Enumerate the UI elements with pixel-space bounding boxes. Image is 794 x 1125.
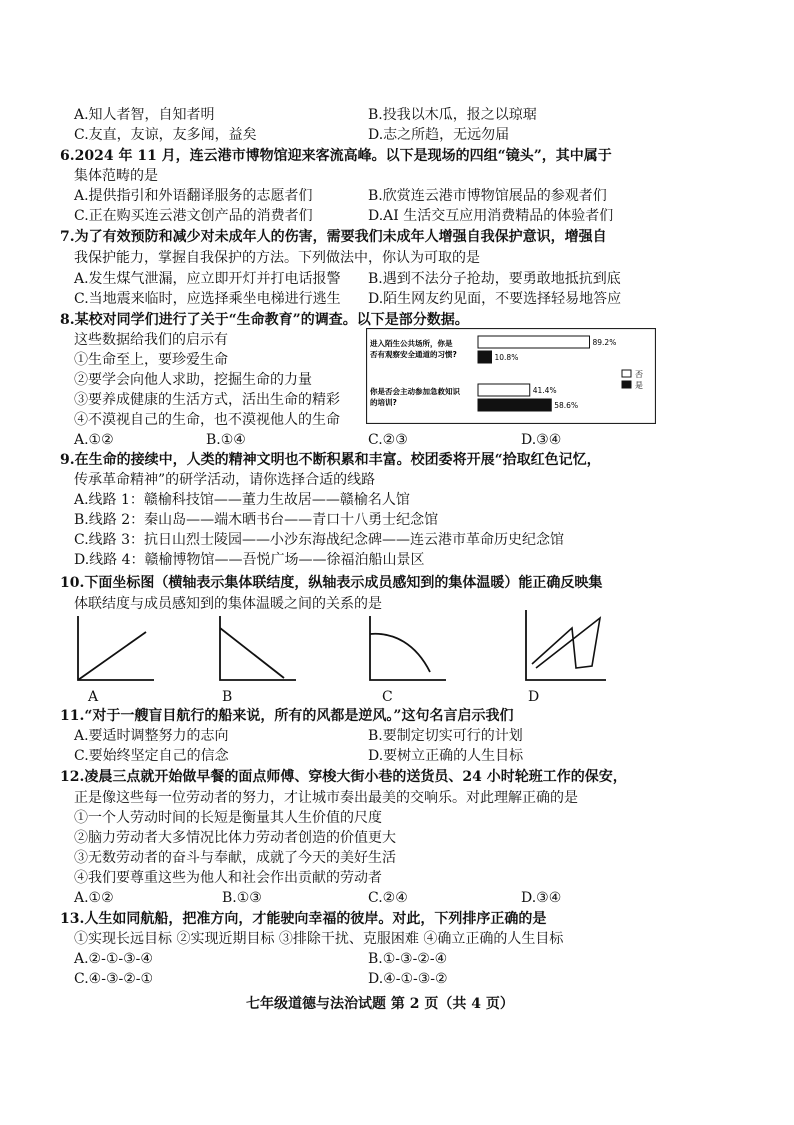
category-label-1-0: 你是否会主动参加急救知识 bbox=[370, 387, 460, 396]
graph-b bbox=[214, 614, 298, 686]
bar-no-0 bbox=[478, 336, 590, 348]
q8-stem-line2: 这些数据给我们的启示有 bbox=[74, 332, 228, 348]
graph-a-label: A bbox=[88, 689, 99, 705]
page-footer: 七年级道德与法治试题 第 2 页（共 4 页） bbox=[246, 996, 514, 1012]
graph-c-label: C bbox=[382, 689, 393, 705]
q8-option-b: B.①④ bbox=[206, 432, 246, 448]
q12-statement-2: ②脑力劳动者大多情况比体力劳动者创造的价值更大 bbox=[74, 830, 396, 846]
graph-b-axes bbox=[220, 616, 296, 680]
q7-option-d: D.陌生网友约见面，不要选择轻易地答应 bbox=[368, 291, 622, 307]
q11-option-b: B.要制定切实可行的计划 bbox=[368, 728, 523, 744]
q8-statement-2: ②要学会向他人求助，挖掘生命的力量 bbox=[74, 372, 312, 388]
q9-stem-line2: 传承革命精神”的研学活动，请你选择合适的线路 bbox=[74, 472, 376, 488]
q5-option-a: A.知人者智，自知者明 bbox=[74, 107, 215, 123]
q13-stem-line1: 13.人生如同航船，把准方向，才能驶向幸福的彼岸。对此，下列排序正确的是 bbox=[60, 911, 547, 927]
q13-option-c: C.④-③-②-① bbox=[74, 971, 154, 987]
bar-value-label-0-1: 41.4% bbox=[532, 386, 557, 395]
q12-statement-4: ④我们要尊重这些为他人和社会作出贡献的劳动者 bbox=[74, 870, 382, 886]
q11-stem: 11.“对于一艘盲目航行的船来说，所有的风都是逆风。”这句名言启示我们 bbox=[60, 708, 514, 724]
graph-c-curve bbox=[370, 634, 430, 672]
q13-option-a: A.②-①-③-④ bbox=[74, 951, 153, 967]
graph-a-axes bbox=[78, 616, 154, 680]
legend-label-1: 是 bbox=[635, 381, 643, 390]
q8-statement-3: ③要养成健康的生活方式，活出生命的精彩 bbox=[74, 392, 340, 408]
bar-value-label-0-0: 89.2% bbox=[592, 338, 617, 347]
q13-option-d: D.④-①-③-② bbox=[368, 971, 448, 987]
bar-value-label-1-1: 58.6% bbox=[554, 401, 579, 410]
q6-stem-line2: 集体范畴的是 bbox=[74, 168, 158, 184]
q13-option-b: B.①-③-②-④ bbox=[368, 951, 448, 967]
q8-stem-line1: 8.某校对同学们进行了关于“生命教育”的调查。以下是部分数据。 bbox=[60, 312, 469, 328]
q6-stem-line1: 6.2024 年 11 月，连云港市博物馆迎来客流高峰。以下是现场的四组“镜头”，其中属于 bbox=[60, 148, 612, 164]
graph-d-label: D bbox=[528, 689, 540, 705]
legend-swatch-0 bbox=[622, 370, 631, 377]
q9-option-c: C.线路 3：抗日山烈士陵园——小沙东海战纪念碑——连云港市革命历史纪念馆 bbox=[74, 532, 565, 548]
category-label-0-0: 进入陌生公共场所，你是 bbox=[370, 339, 453, 348]
bar-value-label-1-0: 10.8% bbox=[494, 353, 519, 362]
q10-stem-line1: 10.下面坐标图（横轴表示集体联结度，纵轴表示成员感知到的集体温暖）能正确反映集 bbox=[60, 575, 603, 591]
survey-bar-chart bbox=[366, 328, 656, 424]
q12-statement-1: ①一个人劳动时间的长短是衡量其人生价值的尺度 bbox=[74, 810, 382, 826]
q8-statement-1: ①生命至上，要珍爱生命 bbox=[74, 352, 228, 368]
bar-yes-1 bbox=[478, 399, 551, 411]
graph-c bbox=[364, 614, 448, 686]
category-label-0-1: 否有观察安全通道的习惯? bbox=[370, 350, 457, 359]
q8-option-d: D.③④ bbox=[521, 432, 562, 448]
graph-b-curve bbox=[220, 628, 284, 678]
q12-statement-3: ③无数劳动者的奋斗与奉献，成就了今天的美好生活 bbox=[74, 850, 396, 866]
q6-option-c: C.正在购买连云港文创产品的消费者们 bbox=[74, 208, 313, 224]
q5-option-c: C.友直，友谅，友多闻，益矣 bbox=[74, 127, 257, 143]
q9-option-d: D.线路 4：赣榆博物馆——吾悦广场——徐福泊船山景区 bbox=[74, 552, 425, 568]
q9-stem-line1: 9.在生命的接续中，人类的精神文明也不断积累和丰富。校团委将开展“拾取红色记忆， bbox=[60, 452, 601, 468]
q11-option-a: A.要适时调整努力的志向 bbox=[74, 728, 229, 744]
q5-option-b: B.投我以木瓜，报之以琼琚 bbox=[368, 107, 537, 123]
bar-yes-0 bbox=[478, 351, 492, 363]
bar-no-1 bbox=[478, 384, 530, 396]
graph-d-curve bbox=[532, 618, 600, 668]
q12-option-c: C.②④ bbox=[368, 890, 408, 906]
q11-option-c: C.要始终坚定自己的信念 bbox=[74, 748, 229, 764]
graph-a bbox=[72, 614, 156, 686]
legend-swatch-1 bbox=[622, 381, 631, 388]
q12-stem-line2: 正是像这些每一位劳动者的努力，才让城市奏出最美的交响乐。对此理解正确的是 bbox=[74, 790, 578, 806]
q7-stem-line2: 我保护能力，掌握自我保护的方法。下列做法中，你认为可取的是 bbox=[74, 250, 480, 266]
graph-a-curve bbox=[78, 632, 146, 680]
q12-option-b: B.①③ bbox=[222, 890, 262, 906]
q7-stem-line1: 7.为了有效预防和减少对未成年人的伤害，需要我们未成年人增强自我保护意识，增强自 bbox=[60, 229, 607, 245]
q8-option-c: C.②③ bbox=[368, 432, 408, 448]
q8-statement-4: ④不漠视自己的生命，也不漠视他人的生命 bbox=[74, 412, 340, 428]
category-label-1-1: 的培训? bbox=[370, 398, 397, 407]
q6-option-d: D.AI 生活交互应用消费精品的体验者们 bbox=[368, 208, 614, 224]
q12-stem-line1: 12.凌晨三点就开始做早餐的面点师傅、穿梭大街小巷的送货员、24 小时轮班工作的保安， bbox=[60, 769, 627, 785]
q9-option-a: A.线路 1：赣榆科技馆——董力生故居——赣榆名人馆 bbox=[74, 492, 410, 508]
q13-stem-line2: ①实现长远目标 ②实现近期目标 ③排除干扰、克服困难 ④确立正确的人生目标 bbox=[74, 931, 564, 947]
graph-d bbox=[518, 608, 608, 686]
q9-option-b: B.线路 2：秦山岛——端木晒书台——青口十八勇士纪念馆 bbox=[74, 512, 439, 528]
q6-option-a: A.提供指引和外语翻译服务的志愿者们 bbox=[74, 188, 313, 204]
q6-option-b: B.欣赏连云港市博物馆展品的参观者们 bbox=[368, 188, 607, 204]
q11-option-d: D.要树立正确的人生目标 bbox=[368, 748, 524, 764]
q7-option-c: C.当地震来临时，应选择乘坐电梯进行逃生 bbox=[74, 291, 341, 307]
q5-option-d: D.志之所趋，无远勿届 bbox=[368, 127, 510, 143]
graph-c-axes bbox=[370, 616, 446, 680]
q12-option-a: A.①② bbox=[74, 890, 114, 906]
q10-stem-line2: 体联结度与成员感知到的集体温暖之间的关系的是 bbox=[74, 596, 382, 612]
graph-b-label: B bbox=[222, 689, 233, 705]
q7-option-a: A.发生煤气泄漏，应立即开灯并打电话报警 bbox=[74, 271, 341, 287]
legend-label-0: 否 bbox=[635, 370, 643, 379]
q8-option-a: A.①② bbox=[74, 432, 114, 448]
q7-option-b: B.遇到不法分子抢劫，要勇敢地抵抗到底 bbox=[368, 271, 621, 287]
q12-option-d: D.③④ bbox=[521, 890, 562, 906]
